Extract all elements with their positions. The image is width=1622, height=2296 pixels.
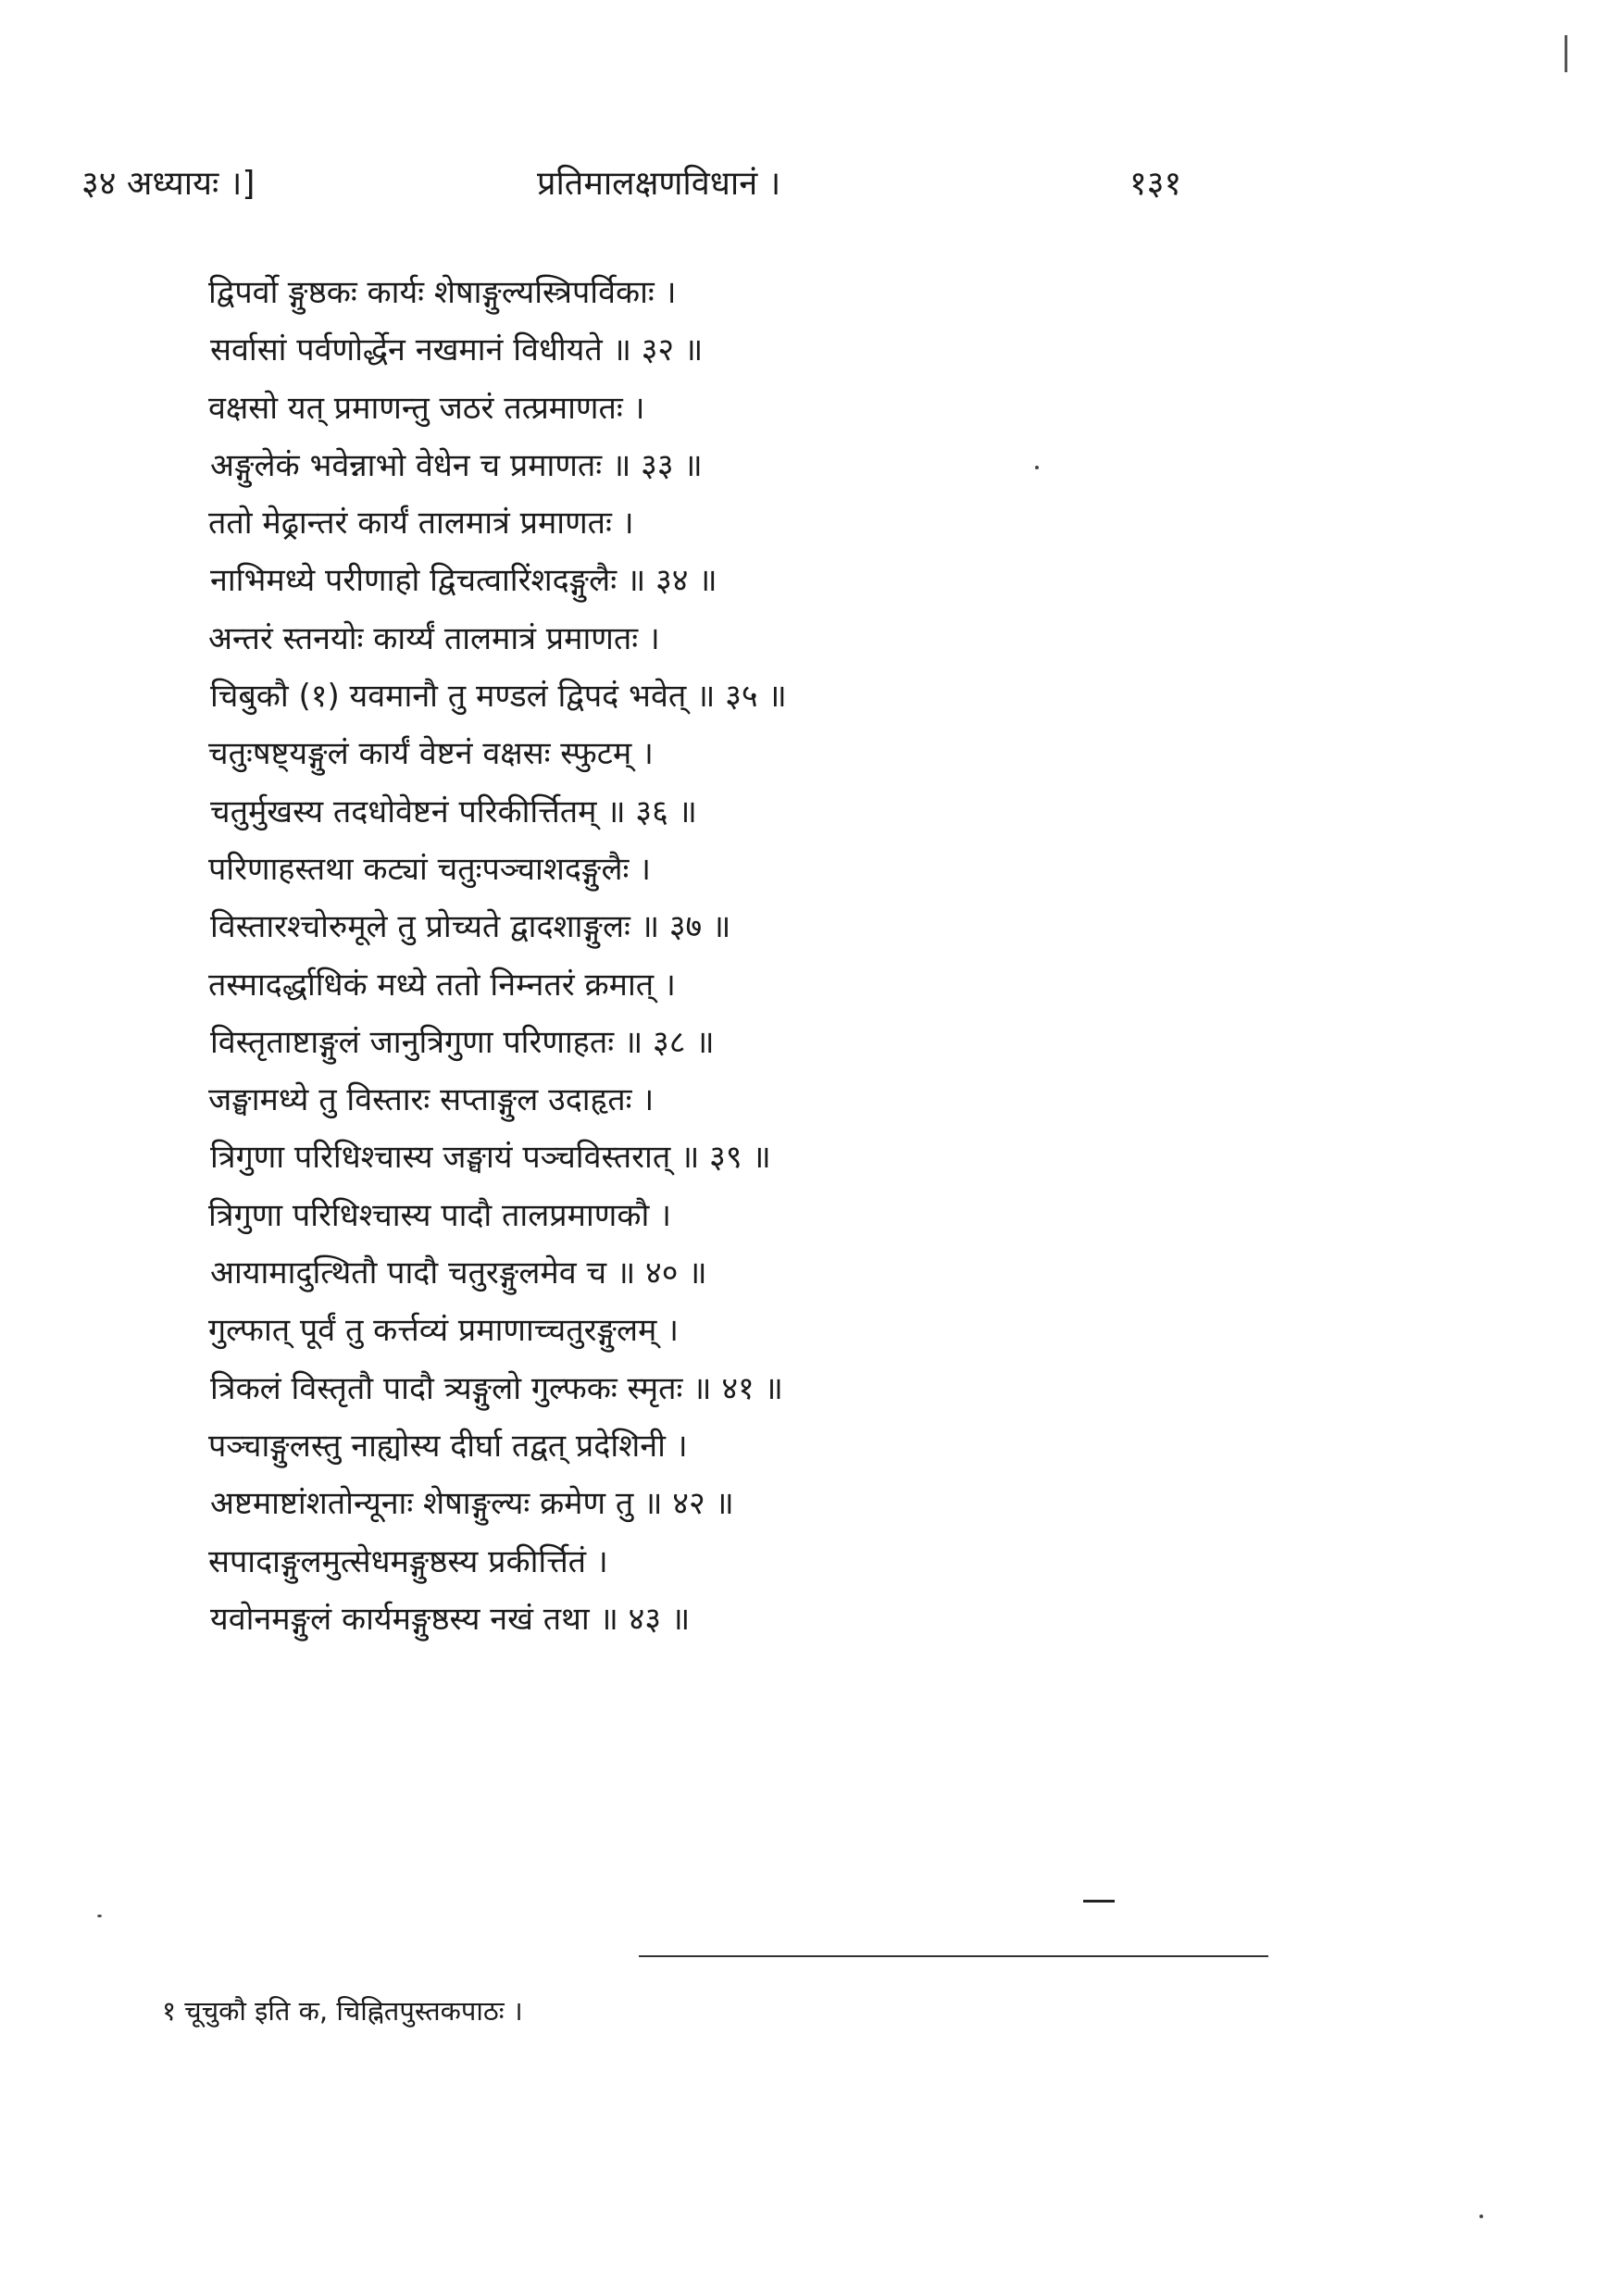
verse-line: परिणाहस्तथा कट्यां चतुःपञ्चाशदङ्गुलैः ।: [208, 850, 652, 888]
page-number: १३१: [1129, 165, 1182, 203]
verse-line: नाभिमध्ये परीणाहो द्विचत्वारिंशदङ्गुलैः ॥ ३४ ॥: [210, 562, 717, 600]
verse-line: सर्वासां पर्वणोर्द्धेन नखमानं विधीयते ॥ ३२ ॥: [210, 331, 704, 369]
verse-line: चतुर्मुखस्य तदधोवेष्टनं परिकीर्त्तितम् ॥ ३६ ॥: [210, 792, 697, 830]
verse-block: [208, 264, 1208, 1648]
verse-line: अन्तरं स्तनयोः कार्य्यं तालमात्रं प्रमाणतः ।: [208, 619, 660, 657]
footnote: १ चूचुकौ इति क, चिह्नितपुस्तकपाठः ।: [162, 1995, 523, 2027]
scan-speck: [1479, 2215, 1483, 2218]
scan-speck: [97, 1915, 102, 1917]
margin-dash: [1083, 1900, 1115, 1903]
running-title: प्रतिमालक्षणविधानं ।: [537, 165, 781, 203]
chapter-heading: ३४ अध्यायः ।]: [81, 165, 256, 203]
verse-line: वक्षसो यत् प्रमाणन्तु जठरं तत्प्रमाणतः ।: [208, 389, 645, 427]
verse-line: यवोनमङ्गुलं कार्यमङ्गुष्ठस्य नखं तथा ॥ ४३ ॥: [210, 1600, 691, 1638]
verse-line: त्रिगुणा परिधिश्चास्य पादौ तालप्रमाणकौ ।: [208, 1196, 671, 1234]
verse-line: अष्टमाष्टांशतोन्यूनाः शेषाङ्गुल्यः क्रमेण तु ॥ ४२ ॥: [210, 1485, 734, 1523]
verse-line: जङ्घामध्ये तु विस्तारः सप्ताङ्गुल उदाहृतः ।: [208, 1081, 655, 1119]
verse-line: सपादाङ्गुलमुत्सेधमङ्गुष्ठस्य प्रकीर्त्तितं ।: [208, 1542, 608, 1580]
verse-line: गुल्फात् पूर्वं तु कर्त्तव्यं प्रमाणाच्चतुरङ्गुलम् ।: [208, 1312, 680, 1350]
scan-speck: [1565, 35, 1567, 72]
verse-line: अङ्गुलेकं भवेन्नाभो वेधेन च प्रमाणतः ॥ ३३ ॥: [210, 446, 703, 484]
verse-line: त्रिगुणा परिधिश्चास्य जङ्घायं पञ्चविस्तरात् ॥ ३९ ॥: [210, 1139, 771, 1177]
verse-line: चतुःषष्ट्यङ्गुलं कार्यं वेष्टनं वक्षसः स्फुटम् ।: [208, 735, 654, 773]
verse-line: आयामादुत्थितौ पादौ चतुरङ्गुलमेव च ॥ ४० ॥: [210, 1254, 707, 1292]
scan-speck: [1035, 466, 1039, 469]
footnote-rule: [639, 1955, 1268, 1957]
verse-line: विस्तृताष्टाङ्गुलं जानुत्रिगुणा परिणाहतः ॥ ३८ ॥: [210, 1023, 715, 1061]
verse-line: तस्मादर्द्धाधिकं मध्ये ततो निम्नतरं क्रमात् ।: [208, 966, 676, 1004]
verse-line: ततो मेढ्रान्तरं कार्यं तालमात्रं प्रमाणतः ।: [208, 505, 634, 543]
verse-line: चिबुकौ (१) यवमानौ तु मण्डलं द्विपदं भवेत् ॥ ३५ ॥: [210, 678, 787, 716]
verse-line: त्रिकलं विस्तृतौ पादौ त्र्यङ्गुलो गुल्फकः स्मृतः ॥ ४१ ॥: [210, 1369, 783, 1407]
verse-line: पञ्चाङ्गुलस्तु नाह्योस्य दीर्घा तद्वत् प्रदेशिनी ।: [208, 1427, 688, 1465]
verse-line: द्विपर्वो ङ्गुष्ठकः कार्यः शेषाङ्गुल्यस्त्रिपर्विकाः ।: [208, 274, 677, 311]
verse-line: विस्तारश्चोरुमूले तु प्रोच्यते द्वादशाङ्गुलः ॥ ३७ ॥: [210, 908, 731, 946]
